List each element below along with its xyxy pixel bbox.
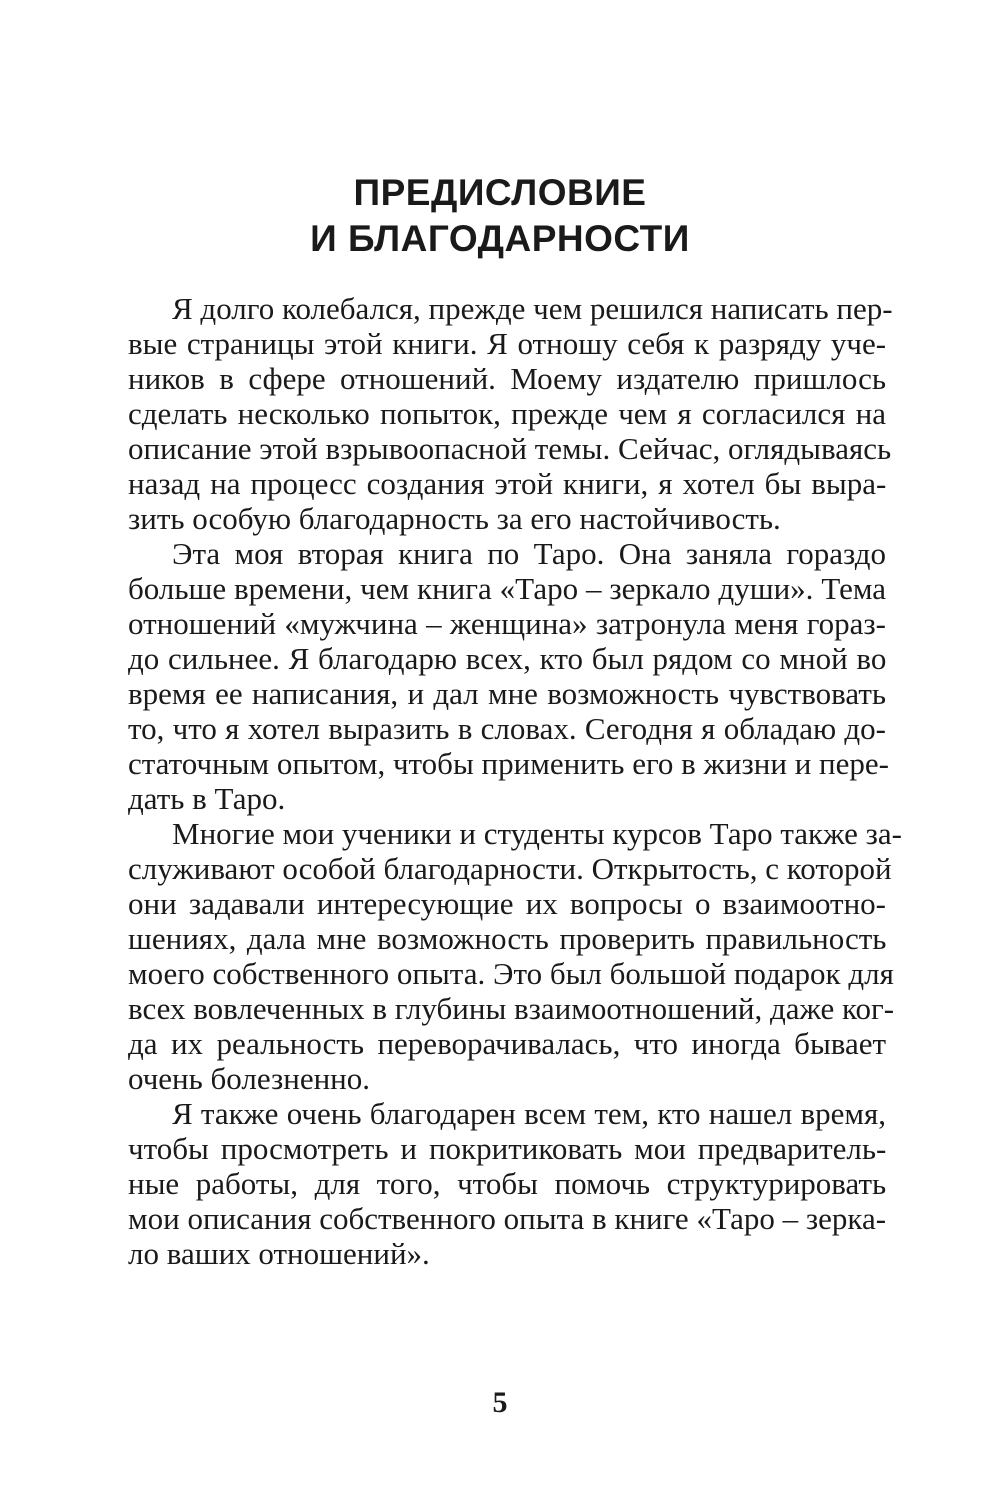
page-number: 5 bbox=[492, 1386, 508, 1419]
text-line: мои описания собственного опыта в книге «Таро – зерка- bbox=[128, 1201, 887, 1236]
title-line-2: И БЛАГОДАРНОСТИ bbox=[310, 218, 690, 259]
text-line: отношений «мужчина – женщина» затронула меня горaз- bbox=[128, 606, 886, 641]
text-line: назад на процесс создания этой книги, я хотел бы выра- bbox=[128, 466, 887, 501]
text-line: они задавали интересующие их вопросы о взаимоотно- bbox=[128, 886, 886, 921]
text-line: Многие мои ученики и студенты курсов Таро также за- bbox=[172, 816, 902, 851]
text-line: зить особую благодарность за его настойчивость. bbox=[128, 501, 781, 536]
text-line: моего собственного опыта. Это был большой подарок для bbox=[128, 956, 894, 991]
text-line: Я также очень благодарен всем тем, кто нашел время, bbox=[172, 1096, 887, 1131]
text-line: статочным опытом, чтобы применить его в жизни и пере- bbox=[128, 746, 889, 781]
text-line: да их реальность переворачивалась, что иногда бывает bbox=[128, 1026, 887, 1061]
text-line: чтобы просмотреть и покритиковать мои предваритель- bbox=[128, 1131, 887, 1166]
title-line-1: ПРЕДИСЛОВИЕ bbox=[353, 172, 647, 213]
text-line: больше времени, чем книга «Таро – зеркало души». Тема bbox=[128, 571, 886, 606]
body-text bbox=[128, 291, 902, 1271]
text-line: Эта моя вторая книга по Таро. Она заняла гораздо bbox=[172, 536, 886, 571]
text-line: шениях, дала мне возможность проверить правильность bbox=[128, 921, 887, 956]
text-line: дать в Таро. bbox=[128, 781, 286, 816]
paragraph-4 bbox=[128, 1096, 886, 1271]
text-line: ников в сфере отношений. Моему издателю пришлось bbox=[128, 361, 886, 396]
text-line: всех вовлеченных в глубины взаимоотношений, даже ког- bbox=[128, 991, 895, 1026]
text-line: Я долго колебался, прежде чем решился написать пер- bbox=[172, 291, 893, 326]
paragraph-2 bbox=[128, 536, 889, 816]
text-line: очень болезненно. bbox=[128, 1061, 371, 1096]
paragraph-3 bbox=[128, 816, 902, 1096]
text-line: ло ваших отношений». bbox=[128, 1236, 430, 1271]
text-line: сделать несколько попыток, прежде чем я согласился на bbox=[128, 396, 886, 431]
text-line: служивают особой благодарности. Открытость, с которой bbox=[128, 851, 892, 886]
text-line: до сильнее. Я благодарю всех, кто был рядом со мной во bbox=[128, 641, 887, 676]
text-line: время ее написания, и дал мне возможность чувствовать bbox=[128, 676, 887, 711]
text-line: то, что я хотел выразить в словах. Сегодня я обладаю до- bbox=[128, 711, 886, 746]
page-title bbox=[0, 170, 1000, 262]
paragraph-1 bbox=[128, 291, 893, 536]
text-line: описание этой взрывоопасной темы. Сейчас, оглядываясь bbox=[128, 431, 892, 466]
text-line: ные работы, для того, чтобы помочь структурировать bbox=[128, 1166, 887, 1201]
text-line: вые страницы этой книги. Я отношу себя к разряду уче- bbox=[128, 326, 887, 361]
